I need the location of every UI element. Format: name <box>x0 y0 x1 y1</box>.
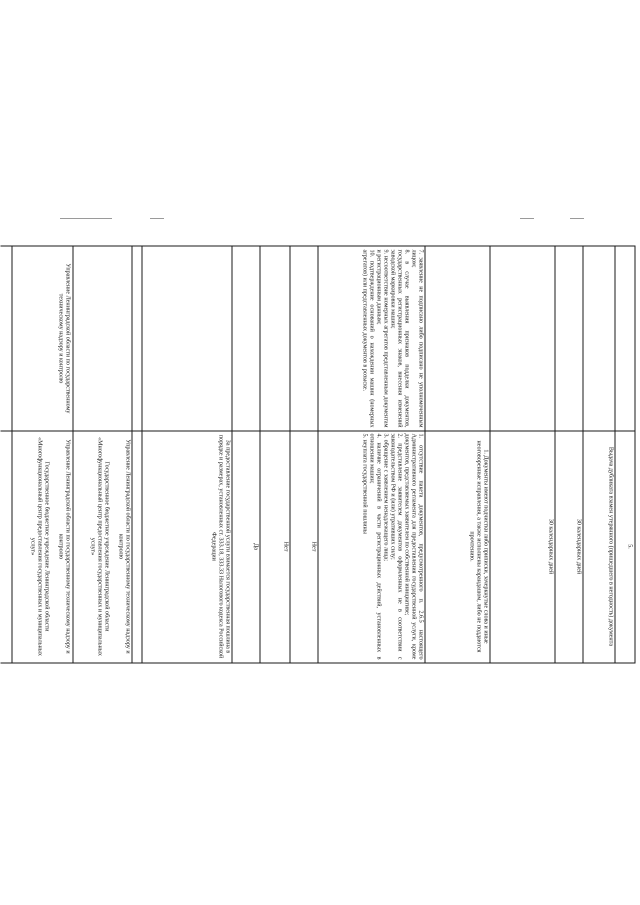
fee-flag: Да <box>252 542 258 550</box>
row-number: 5. <box>626 543 632 549</box>
suspend-term: Нет <box>282 541 288 551</box>
service-name: Выдача дубликата взамен утерянного (пришедшего в негодность) документа <box>607 446 613 646</box>
fee-details: За предоставление государственной услуги взимается государственная пошлина в порядке и размерах, установленных ст. 333.18, 333.33 Налогового кодекса Российской Федерации <box>210 434 230 658</box>
continued-org: Управление Ленинградской области по государственному техническому надзору и контролю <box>57 263 70 413</box>
suspend-grounds: Нет <box>310 541 316 551</box>
org-result: Управление Ленинградской области по государственному техническому надзору и контролю Государственное бюджетное учреждение Ленинградской области «Многофункциональный центр предоставления государственных и муниципальных услуг» <box>29 436 70 656</box>
org-receive: Управление Ленинградской области по государственному техническому надзору и контролю Государственное бюджетное учреждение Ленинградской области «Многофункциональный центр предоставления государственных и муниципальных услуг» <box>89 436 130 656</box>
refusal-service: 1. отсутствие пакета документов, предусмотренного п. 2.6.5 настоящего Административного регламента для предоставления государственной услуги, кроме документов, представляемых заявителем по собственной инициативе; 2. представление заявителем документов оформленных не в соответствии с законодательством РФ и (или) утративших силу; 3. обращение с заявлением ненадлежащего лица; 4. наличие ограничений в части регистрационных действий, установленных в отношении машин; 5. неуплата государственной пошлины <box>361 433 423 659</box>
refusal-accept: 1. Документы имеют подчистки либо приписки, зачеркнутые слова и иные неоговоренные исправления, а также исполнены карандашом, либо не поддаются прочтению. <box>468 440 488 652</box>
term-other: 30 календарных дней <box>547 518 553 574</box>
continued-conditions: 7. заявление не подписано либо подписано не уполномоченным лицом; 8. в случае выявления признаков подделки документов, государственных регистрационных знаков, внесения изменений заводской маркировки машин; 9. несоответствие номерных агрегатов представленным документам и регистрационным данным; 10. подтверждение оснований о нахождении машин (номерных агрегатов) или представленных документов в розыске. <box>361 249 423 427</box>
term-regular: 30 календарных дней <box>575 518 581 574</box>
